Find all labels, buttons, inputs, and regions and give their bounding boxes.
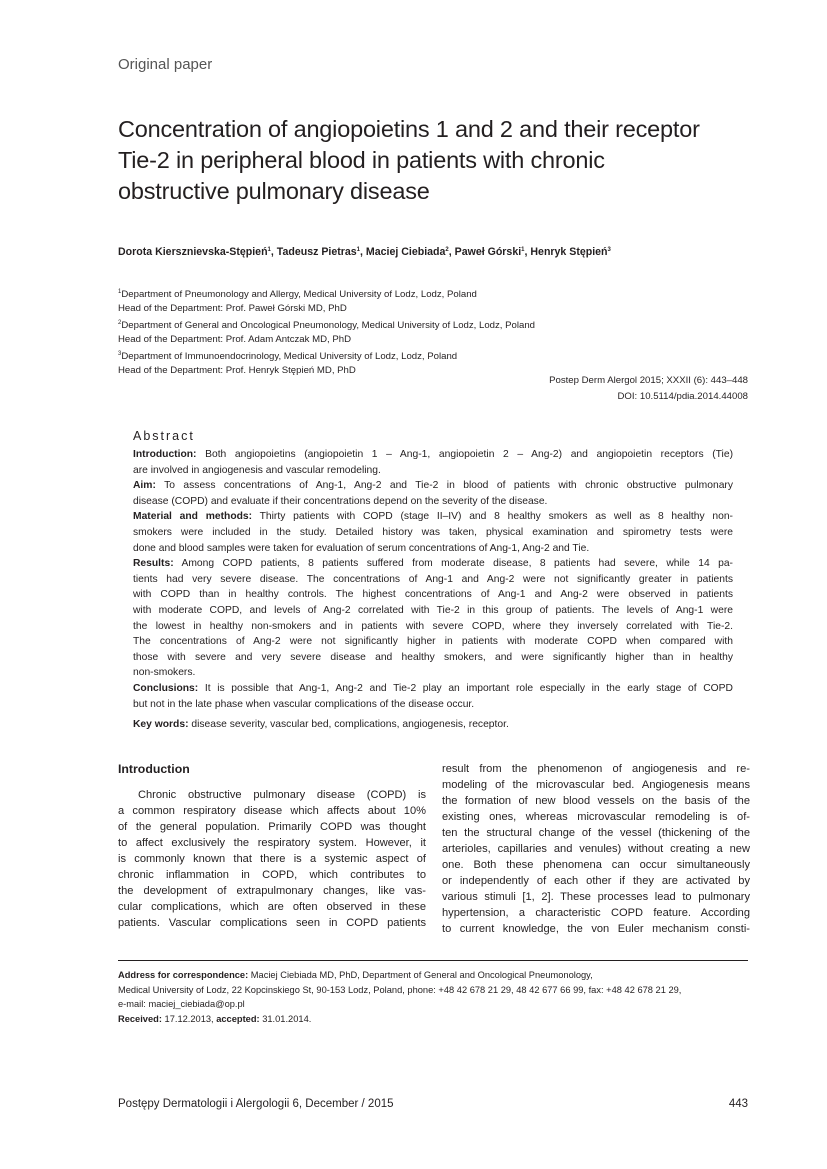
key-words-text: disease severity, vascular bed, complications, angiogenesis, receptor. <box>188 719 509 731</box>
abstract-text: with moderate COPD, and levels of Ang-2 correlated with Tie-2 in this group of patients. The levels of Ang-1 were <box>133 604 733 616</box>
body-line: of the general population. Primarily COPD was thought <box>118 821 426 833</box>
affiliation-mark: 1 <box>118 289 122 295</box>
body-line: to affect exclusively the respiratory system. However, it <box>118 837 426 849</box>
abstract-line <box>133 681 733 697</box>
author: Maciej Ciebiada <box>365 246 446 258</box>
abstract-text: Thirty patients with COPD (stage II–IV) and 8 healthy smokers as well as 8 healthy non- <box>252 511 733 523</box>
abstract-text: non-smokers. <box>133 667 196 679</box>
affiliation-line <box>118 347 535 364</box>
body-line: patients. Vascular complications seen in COPD patients <box>118 917 426 929</box>
body-line: to current knowledge, the von Euler mechanism consti- <box>442 923 750 935</box>
body-line: the development of extrapulmonary changes, like vas- <box>118 885 426 897</box>
key-words <box>133 717 733 733</box>
abstract-text: smokers were included in the study. Detailed history was taken, physical examination and spirometry tests were <box>133 526 733 538</box>
abstract-line <box>133 509 733 525</box>
doi: DOI: 10.5114/pdia.2014.44008 <box>617 391 748 402</box>
abstract-text: It is possible that Ang-1, Ang-2 and Tie-2 play an important role especially in the early stage of COPD <box>198 682 733 694</box>
abstract-line <box>133 697 733 713</box>
citation: Postep Derm Alergol 2015; XXXII (6): 443–448 <box>549 375 748 386</box>
author-affiliation-mark: 1 <box>356 247 361 253</box>
body-line: Chronic obstructive pulmonary disease (COPD) is <box>138 789 426 801</box>
affiliation-text: Department of Pneumonology and Allergy, Medical University of Lodz, Lodz, Poland <box>121 289 477 300</box>
body-line: hypertension, a characteristic COPD feature. According <box>442 907 750 919</box>
abstract-section-label: Material and methods: <box>133 511 253 523</box>
abstract-heading: Abstract <box>133 429 195 443</box>
abstract-text: are involved in angiogenesis and vascular remodeling. <box>133 464 381 476</box>
abstract-text: The concentrations of Ang-2 were not significantly higher in patients with moderate COPD when compared with <box>133 636 733 648</box>
author-affiliation-mark: 1 <box>521 247 525 253</box>
abstract-text: the lowest in healthy non-smokers and in patients with severe COPD, where they inversely correlated with Tie-2. <box>133 620 733 632</box>
body-line: or independently of each other if they are activated by <box>442 875 750 887</box>
abstract-text: with COPD than in healthy controls. The highest concentrations of Ang-1 and Ang-2 were observed in patients <box>133 589 733 601</box>
author-list: Dorota Kiersznievska-Stępień$^1$, Tadeusz Pietras$^1$, Maciej Ciebiada$^2$, Paweł Górski$^1$, Henryk Stępień$^3$ <box>118 246 611 258</box>
column-left-body <box>118 787 426 931</box>
abstract-text: those with severe and very severe disease and healthy smokers, and were significantly higher than in healthy <box>133 651 733 663</box>
affiliation-mark: 2 <box>118 320 122 326</box>
received-date: 17.12.2013, <box>161 1013 217 1024</box>
title-line: Tie-2 in peripheral blood in patients with chronic <box>118 147 605 173</box>
author: Tadeusz Pietras <box>276 246 357 258</box>
abstract-line <box>133 447 733 463</box>
abstract-text: Among COPD patients, 8 patients suffered from moderate disease, 8 patients had severe, while 14 pa- <box>173 558 733 570</box>
paper-title <box>118 114 758 207</box>
introduction-heading: Introduction <box>118 762 190 776</box>
affiliation-line <box>118 302 535 316</box>
abstract-line <box>133 634 733 650</box>
title-line: Concentration of angiopoietins 1 and 2 and their receptor <box>118 116 700 142</box>
column-right <box>442 761 750 937</box>
correspondence <box>118 968 748 1026</box>
author-affiliation-mark: 3 <box>607 247 611 253</box>
body-line: the formation of new blood vessels on the basis of the <box>442 795 750 807</box>
abstract-section-label: Results: <box>133 558 174 570</box>
author: Dorota Kiersznievska-Stępień <box>118 246 268 258</box>
abstract-text: but not in the late phase when vascular complications of the disease occur. <box>133 698 475 710</box>
abstract-text: tients had very severe disease. The concentrations of Ang-1 and Ang-2 were not significantly greater in patients <box>133 573 733 585</box>
abstract-body <box>133 447 733 712</box>
affiliation-text: Department of Immunoendocrinology, Medical University of Lodz, Lodz, Poland <box>121 351 458 362</box>
body-line: ten the structural change of the vessel (thickening of the <box>442 827 750 839</box>
author: Paweł Górski <box>454 246 522 258</box>
abstract-section-label: Conclusions: <box>133 682 199 694</box>
correspondence-label: Address for correspondence: <box>118 970 249 980</box>
correspondence-email: e-mail: maciej_ciebiada@op.pl <box>118 999 245 1009</box>
divider <box>118 960 748 961</box>
body-line: arterioles, capillaries and venules) without creating a new <box>442 843 750 855</box>
abstract-line <box>133 619 733 635</box>
section-label: Original paper <box>118 56 213 73</box>
abstract-line <box>133 556 733 572</box>
affiliation-mark: 3 <box>118 351 122 357</box>
abstract-line <box>133 541 733 557</box>
key-words-label: Key words: <box>133 719 189 731</box>
author-affiliation-mark: 2 <box>445 247 449 253</box>
citation-block <box>549 373 748 405</box>
body-line: a common respiratory disease which affects about 10% <box>118 805 426 817</box>
body-line: existing ones, whereas microvascular remodeling is of- <box>442 811 750 823</box>
accepted-date: 31.01.2014. <box>259 1013 312 1024</box>
affiliation-text: Head of the Department: Prof. Paweł Górski MD, PhD <box>118 303 347 314</box>
abstract-line <box>133 587 733 603</box>
body-line: one. Both these phenomena can occur simultaneously <box>442 859 750 871</box>
abstract-section-label: Aim: <box>133 480 156 492</box>
abstract <box>133 429 733 733</box>
abstract-line <box>133 572 733 588</box>
affiliation-text: Head of the Department: Prof. Adam Antczak MD, PhD <box>118 334 352 345</box>
body-line: result from the phenomenon of angiogenesis and re- <box>442 763 750 775</box>
affiliation-line <box>118 285 535 302</box>
correspondence-line: Medical University of Lodz, 22 Kopcinskiego St, 90-153 Lodz, Poland, phone: +48 42 678 21 29, 48 42 677 66 99, fax: +48 42 678 21 29, <box>118 984 682 995</box>
abstract-section-label: Introduction: <box>133 449 197 460</box>
author: Henryk Stępień <box>530 246 608 258</box>
abstract-line <box>133 525 733 541</box>
abstract-line <box>133 665 733 681</box>
abstract-line <box>133 478 733 494</box>
accepted-label: accepted: <box>216 1013 260 1024</box>
footer-journal: Postępy Dermatologii i Alergologii 6, December / 2015 <box>118 1098 394 1110</box>
affiliations <box>118 285 535 378</box>
received-label: Received: <box>118 1013 162 1024</box>
abstract-text: Both angiopoietins (angiopoietin 1 – Ang-1, angiopoietin 2 – Ang-2) and angiopoietin receptors (Tie) <box>196 449 733 460</box>
author-affiliation-mark: 1 <box>267 247 271 253</box>
abstract-text: To assess concentrations of Ang-1, Ang-2 and Tie-2 in blood of patients with chronic obstructive pulmonary <box>155 480 733 492</box>
body-line: chronic inflammation in COPD, which contributes to <box>118 869 426 881</box>
abstract-text: done and blood samples were taken for evaluation of serum concentrations of Ang-1, Ang-2 and Tie. <box>133 542 590 554</box>
body-line: various stimuli [1, 2]. These processes lead to pulmonary <box>442 891 750 903</box>
affiliation-text: Department of General and Oncological Pneumonology, Medical University of Lodz, Lodz, Poland <box>121 320 535 331</box>
body-line: cular complications, which are often observed in these <box>118 901 426 913</box>
abstract-line <box>133 603 733 619</box>
page-number: 443 <box>728 1098 748 1110</box>
abstract-text: disease (COPD) and evaluate if their concentrations depend on the severity of the disease. <box>133 495 548 507</box>
abstract-line <box>133 463 733 479</box>
body-line: is commonly known that there is a systemic aspect of <box>118 853 426 865</box>
affiliation-text: Head of the Department: Prof. Henryk Stępień MD, PhD <box>118 365 356 376</box>
column-left <box>118 761 426 931</box>
abstract-line <box>133 494 733 510</box>
affiliation-line <box>118 333 535 347</box>
correspondence-line: Maciej Ciebiada MD, PhD, Department of General and Oncological Pneumonology, <box>248 970 593 980</box>
title-line: obstructive pulmonary disease <box>118 178 430 204</box>
body-line: modeling of the microvascular bed. Angiogenesis means <box>442 779 750 791</box>
affiliation-line <box>118 316 535 333</box>
affiliation-line <box>118 364 535 378</box>
abstract-line <box>133 650 733 666</box>
